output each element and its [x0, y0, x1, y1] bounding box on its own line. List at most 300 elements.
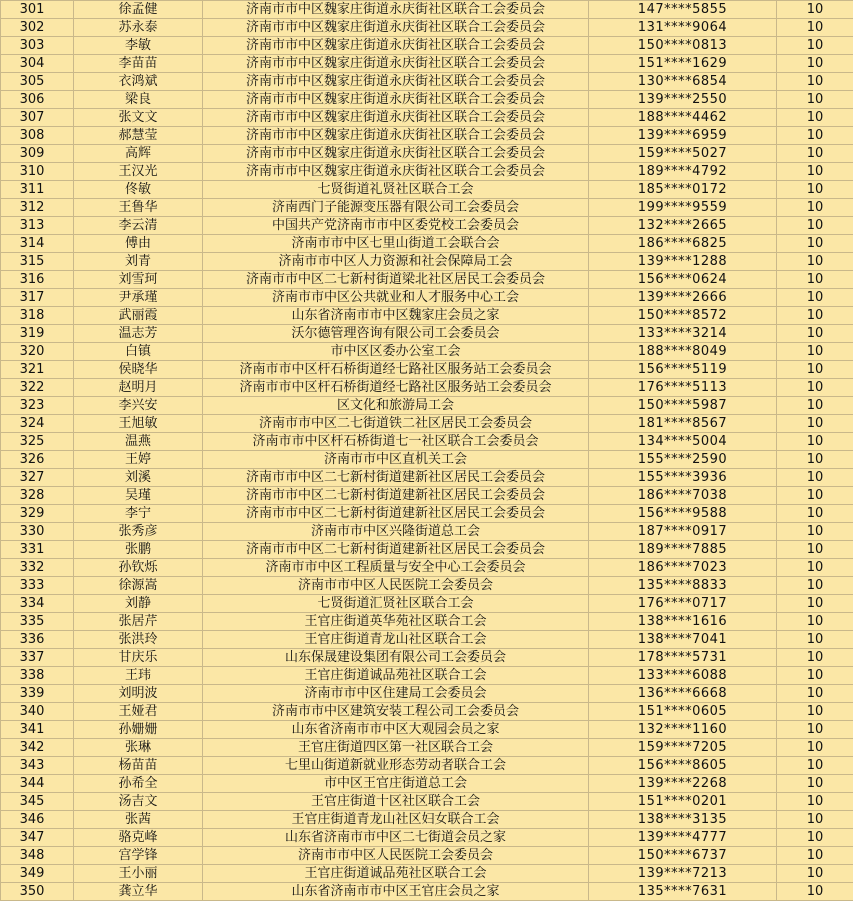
phone-cell: 186****7023 — [589, 559, 777, 577]
phone-cell: 151****0201 — [589, 793, 777, 811]
organization-cell: 济南市市中区人民医院工会委员会 — [203, 577, 589, 595]
organization-cell: 济南市市中区魏家庄街道永庆街社区联合工会委员会 — [203, 1, 589, 19]
organization-cell: 沃尔德管理咨询有限公司工会委员会 — [203, 325, 589, 343]
name-cell: 徐源嵩 — [74, 577, 203, 595]
row-number-cell: 345 — [1, 793, 74, 811]
organization-cell: 王官庄街道四区第一社区联合工会 — [203, 739, 589, 757]
table-row — [1, 757, 853, 775]
phone-cell: 156****0624 — [589, 271, 777, 289]
count-cell: 10 — [777, 73, 853, 91]
table-row — [1, 307, 853, 325]
phone-cell: 147****5855 — [589, 1, 777, 19]
phone-cell: 186****7038 — [589, 487, 777, 505]
phone-cell: 155****2590 — [589, 451, 777, 469]
count-cell: 10 — [777, 397, 853, 415]
row-number-cell: 306 — [1, 91, 74, 109]
phone-cell: 178****5731 — [589, 649, 777, 667]
count-cell: 10 — [777, 109, 853, 127]
name-cell: 王汉光 — [74, 163, 203, 181]
table-row — [1, 811, 853, 829]
row-number-cell: 320 — [1, 343, 74, 361]
phone-cell: 151****0605 — [589, 703, 777, 721]
row-number-cell: 324 — [1, 415, 74, 433]
organization-cell: 济南市市中区兴隆街道总工会 — [203, 523, 589, 541]
organization-cell: 济南市市中区魏家庄街道永庆街社区联合工会委员会 — [203, 127, 589, 145]
name-cell: 张茜 — [74, 811, 203, 829]
count-cell: 10 — [777, 865, 853, 883]
organization-cell: 区文化和旅游局工会 — [203, 397, 589, 415]
table-row — [1, 361, 853, 379]
table-row — [1, 649, 853, 667]
row-number-cell: 329 — [1, 505, 74, 523]
name-cell: 徐孟健 — [74, 1, 203, 19]
table-row — [1, 541, 853, 559]
count-cell: 10 — [777, 613, 853, 631]
table-row — [1, 523, 853, 541]
name-cell: 温燕 — [74, 433, 203, 451]
row-number-cell: 349 — [1, 865, 74, 883]
count-cell: 10 — [777, 181, 853, 199]
count-cell: 10 — [777, 19, 853, 37]
row-number-cell: 331 — [1, 541, 74, 559]
name-cell: 王旭敏 — [74, 415, 203, 433]
phone-cell: 189****4792 — [589, 163, 777, 181]
count-cell: 10 — [777, 577, 853, 595]
table-row — [1, 253, 853, 271]
organization-cell: 济南市市中区七里山街道工会联合会 — [203, 235, 589, 253]
organization-cell: 王官庄街道十区社区联合工会 — [203, 793, 589, 811]
phone-cell: 138****1616 — [589, 613, 777, 631]
count-cell: 10 — [777, 757, 853, 775]
row-number-cell: 305 — [1, 73, 74, 91]
count-cell: 10 — [777, 361, 853, 379]
row-number-cell: 338 — [1, 667, 74, 685]
row-number-cell: 344 — [1, 775, 74, 793]
organization-cell: 济南市市中区杆石桥街道七一社区联合工会委员会 — [203, 433, 589, 451]
count-cell: 10 — [777, 289, 853, 307]
organization-cell: 王官庄街道青龙山社区妇女联合工会 — [203, 811, 589, 829]
phone-cell: 133****3214 — [589, 325, 777, 343]
row-number-cell: 303 — [1, 37, 74, 55]
count-cell: 10 — [777, 649, 853, 667]
organization-cell: 济南市市中区魏家庄街道永庆街社区联合工会委员会 — [203, 145, 589, 163]
count-cell: 10 — [777, 1, 853, 19]
phone-cell: 159****7205 — [589, 739, 777, 757]
table-row — [1, 577, 853, 595]
organization-cell: 济南市市中区魏家庄街道永庆街社区联合工会委员会 — [203, 91, 589, 109]
table-row — [1, 271, 853, 289]
table-row — [1, 595, 853, 613]
table-row — [1, 703, 853, 721]
phone-cell: 185****0172 — [589, 181, 777, 199]
name-cell: 尹承瑾 — [74, 289, 203, 307]
row-number-cell: 318 — [1, 307, 74, 325]
table-row — [1, 325, 853, 343]
phone-cell: 176****0717 — [589, 595, 777, 613]
organization-cell: 市中区区委办公室工会 — [203, 343, 589, 361]
row-number-cell: 332 — [1, 559, 74, 577]
table-row — [1, 199, 853, 217]
organization-cell: 中国共产党济南市市中区委党校工会委员会 — [203, 217, 589, 235]
phone-cell: 138****3135 — [589, 811, 777, 829]
organization-cell: 济南市市中区杆石桥街道经七路社区服务站工会委员会 — [203, 361, 589, 379]
row-number-cell: 310 — [1, 163, 74, 181]
row-number-cell: 304 — [1, 55, 74, 73]
row-number-cell: 314 — [1, 235, 74, 253]
phone-cell: 150****8572 — [589, 307, 777, 325]
count-cell: 10 — [777, 55, 853, 73]
organization-cell: 七贤街道礼贤社区联合工会 — [203, 181, 589, 199]
organization-cell: 山东省济南市市中区大观园会员之家 — [203, 721, 589, 739]
organization-cell: 济南市市中区二七新村街道建新社区居民工会委员会 — [203, 541, 589, 559]
count-cell: 10 — [777, 541, 853, 559]
count-cell: 10 — [777, 883, 853, 901]
organization-cell: 济南市市中区魏家庄街道永庆街社区联合工会委员会 — [203, 109, 589, 127]
count-cell: 10 — [777, 145, 853, 163]
organization-cell: 济南市市中区杆石桥街道经七路社区服务站工会委员会 — [203, 379, 589, 397]
count-cell: 10 — [777, 217, 853, 235]
phone-cell: 132****2665 — [589, 217, 777, 235]
organization-cell: 七里山街道新就业形态劳动者联合工会 — [203, 757, 589, 775]
table-body — [1, 1, 853, 901]
organization-cell: 山东省济南市市中区王官庄会员之家 — [203, 883, 589, 901]
name-cell: 龚立华 — [74, 883, 203, 901]
name-cell: 刘溪 — [74, 469, 203, 487]
row-number-cell: 327 — [1, 469, 74, 487]
table-row — [1, 37, 853, 55]
organization-cell: 山东保晟建设集团有限公司工会委员会 — [203, 649, 589, 667]
table-row — [1, 883, 853, 901]
organization-cell: 山东省济南市市中区二七街道会员之家 — [203, 829, 589, 847]
phone-cell: 188****4462 — [589, 109, 777, 127]
phone-cell: 150****0813 — [589, 37, 777, 55]
name-cell: 骆克峰 — [74, 829, 203, 847]
name-cell: 王鲁华 — [74, 199, 203, 217]
table-row — [1, 865, 853, 883]
count-cell: 10 — [777, 721, 853, 739]
row-number-cell: 302 — [1, 19, 74, 37]
name-cell: 王婷 — [74, 451, 203, 469]
table-row — [1, 235, 853, 253]
count-cell: 10 — [777, 523, 853, 541]
row-number-cell: 308 — [1, 127, 74, 145]
row-number-cell: 321 — [1, 361, 74, 379]
name-cell: 侯晓华 — [74, 361, 203, 379]
phone-cell: 131****9064 — [589, 19, 777, 37]
organization-cell: 济南市市中区人力资源和社会保障局工会 — [203, 253, 589, 271]
row-number-cell: 337 — [1, 649, 74, 667]
table-row — [1, 343, 853, 361]
name-cell: 吴瑾 — [74, 487, 203, 505]
count-cell: 10 — [777, 469, 853, 487]
organization-cell: 济南市市中区二七街道铁二社区居民工会委员会 — [203, 415, 589, 433]
table-row — [1, 775, 853, 793]
organization-cell: 济南市市中区魏家庄街道永庆街社区联合工会委员会 — [203, 55, 589, 73]
table-row — [1, 181, 853, 199]
count-cell: 10 — [777, 343, 853, 361]
count-cell: 10 — [777, 415, 853, 433]
phone-cell: 139****2666 — [589, 289, 777, 307]
table-row — [1, 631, 853, 649]
name-cell: 张居芹 — [74, 613, 203, 631]
count-cell: 10 — [777, 325, 853, 343]
name-cell: 苏永泰 — [74, 19, 203, 37]
row-number-cell: 341 — [1, 721, 74, 739]
table-row — [1, 433, 853, 451]
name-cell: 王玮 — [74, 667, 203, 685]
count-cell: 10 — [777, 487, 853, 505]
name-cell: 张秀彦 — [74, 523, 203, 541]
organization-cell: 济南市市中区直机关工会 — [203, 451, 589, 469]
name-cell: 武丽霞 — [74, 307, 203, 325]
name-cell: 李苗苗 — [74, 55, 203, 73]
table-row — [1, 793, 853, 811]
name-cell: 甘庆乐 — [74, 649, 203, 667]
name-cell: 孙钦烁 — [74, 559, 203, 577]
name-cell: 傅由 — [74, 235, 203, 253]
phone-cell: 138****7041 — [589, 631, 777, 649]
organization-cell: 济南市市中区魏家庄街道永庆街社区联合工会委员会 — [203, 37, 589, 55]
organization-cell: 济南市市中区二七新村街道建新社区居民工会委员会 — [203, 505, 589, 523]
name-cell: 郝慧莹 — [74, 127, 203, 145]
row-number-cell: 350 — [1, 883, 74, 901]
table-row — [1, 451, 853, 469]
count-cell: 10 — [777, 199, 853, 217]
table-row — [1, 415, 853, 433]
count-cell: 10 — [777, 271, 853, 289]
name-cell: 汤吉文 — [74, 793, 203, 811]
name-cell: 梁良 — [74, 91, 203, 109]
table-row — [1, 109, 853, 127]
count-cell: 10 — [777, 829, 853, 847]
table-row — [1, 1, 853, 19]
row-number-cell: 330 — [1, 523, 74, 541]
row-number-cell: 339 — [1, 685, 74, 703]
row-number-cell: 323 — [1, 397, 74, 415]
row-number-cell: 326 — [1, 451, 74, 469]
count-cell: 10 — [777, 253, 853, 271]
organization-cell: 济南市市中区魏家庄街道永庆街社区联合工会委员会 — [203, 163, 589, 181]
row-number-cell: 342 — [1, 739, 74, 757]
phone-cell: 133****6088 — [589, 667, 777, 685]
organization-cell: 王官庄街道青龙山社区联合工会 — [203, 631, 589, 649]
count-cell: 10 — [777, 739, 853, 757]
count-cell: 10 — [777, 559, 853, 577]
organization-cell: 七贤街道汇贤社区联合工会 — [203, 595, 589, 613]
name-cell: 白镇 — [74, 343, 203, 361]
table-row — [1, 505, 853, 523]
table-row — [1, 55, 853, 73]
row-number-cell: 311 — [1, 181, 74, 199]
phone-cell: 139****2268 — [589, 775, 777, 793]
name-cell: 王娅君 — [74, 703, 203, 721]
name-cell: 赵明月 — [74, 379, 203, 397]
phone-cell: 159****5027 — [589, 145, 777, 163]
table-row — [1, 721, 853, 739]
count-cell: 10 — [777, 793, 853, 811]
phone-cell: 155****3936 — [589, 469, 777, 487]
count-cell: 10 — [777, 775, 853, 793]
count-cell: 10 — [777, 307, 853, 325]
name-cell: 温志芳 — [74, 325, 203, 343]
table-row — [1, 127, 853, 145]
phone-cell: 139****7213 — [589, 865, 777, 883]
row-number-cell: 312 — [1, 199, 74, 217]
organization-cell: 王官庄街道诚品苑社区联合工会 — [203, 865, 589, 883]
table-row — [1, 847, 853, 865]
organization-cell: 山东省济南市市中区魏家庄会员之家 — [203, 307, 589, 325]
phone-cell: 150****5987 — [589, 397, 777, 415]
name-cell: 刘静 — [74, 595, 203, 613]
row-number-cell: 348 — [1, 847, 74, 865]
table-row — [1, 685, 853, 703]
row-number-cell: 319 — [1, 325, 74, 343]
table-row — [1, 217, 853, 235]
name-cell: 王小丽 — [74, 865, 203, 883]
count-cell: 10 — [777, 811, 853, 829]
count-cell: 10 — [777, 235, 853, 253]
row-number-cell: 316 — [1, 271, 74, 289]
phone-cell: 156****9588 — [589, 505, 777, 523]
organization-cell: 济南市市中区住建局工会委员会 — [203, 685, 589, 703]
table-row — [1, 667, 853, 685]
row-number-cell: 334 — [1, 595, 74, 613]
name-cell: 孙希全 — [74, 775, 203, 793]
phone-cell: 156****8605 — [589, 757, 777, 775]
row-number-cell: 317 — [1, 289, 74, 307]
phone-cell: 134****5004 — [589, 433, 777, 451]
organization-cell: 济南市市中区公共就业和人才服务中心工会 — [203, 289, 589, 307]
count-cell: 10 — [777, 91, 853, 109]
row-number-cell: 347 — [1, 829, 74, 847]
count-cell: 10 — [777, 379, 853, 397]
count-cell: 10 — [777, 37, 853, 55]
name-cell: 李宁 — [74, 505, 203, 523]
table-row — [1, 487, 853, 505]
phone-cell: 135****7631 — [589, 883, 777, 901]
phone-cell: 199****9559 — [589, 199, 777, 217]
phone-cell: 130****6854 — [589, 73, 777, 91]
organization-cell: 济南市市中区二七新村街道建新社区居民工会委员会 — [203, 487, 589, 505]
phone-cell: 186****6825 — [589, 235, 777, 253]
organization-cell: 济南市市中区二七新村街道建新社区居民工会委员会 — [203, 469, 589, 487]
table-row — [1, 613, 853, 631]
row-number-cell: 328 — [1, 487, 74, 505]
phone-cell: 135****8833 — [589, 577, 777, 595]
organization-cell: 济南市市中区工程质量与安全中心工会委员会 — [203, 559, 589, 577]
count-cell: 10 — [777, 127, 853, 145]
table-row — [1, 73, 853, 91]
name-cell: 孙姗姗 — [74, 721, 203, 739]
phone-cell: 187****0917 — [589, 523, 777, 541]
name-cell: 刘雪珂 — [74, 271, 203, 289]
name-cell: 张洪玲 — [74, 631, 203, 649]
phone-cell: 139****1288 — [589, 253, 777, 271]
table-row — [1, 163, 853, 181]
table-row — [1, 379, 853, 397]
row-number-cell: 307 — [1, 109, 74, 127]
organization-cell: 济南西门子能源变压器有限公司工会委员会 — [203, 199, 589, 217]
row-number-cell: 346 — [1, 811, 74, 829]
count-cell: 10 — [777, 505, 853, 523]
organization-cell: 济南市市中区二七新村街道梁北社区居民工会委员会 — [203, 271, 589, 289]
row-number-cell: 336 — [1, 631, 74, 649]
count-cell: 10 — [777, 433, 853, 451]
table-row — [1, 829, 853, 847]
name-cell: 张琳 — [74, 739, 203, 757]
name-cell: 李兴安 — [74, 397, 203, 415]
organization-cell: 济南市市中区建筑安装工程公司工会委员会 — [203, 703, 589, 721]
table-row — [1, 469, 853, 487]
table-row — [1, 739, 853, 757]
count-cell: 10 — [777, 847, 853, 865]
phone-cell: 139****4777 — [589, 829, 777, 847]
phone-cell: 136****6668 — [589, 685, 777, 703]
phone-cell: 176****5113 — [589, 379, 777, 397]
row-number-cell: 340 — [1, 703, 74, 721]
phone-cell: 139****2550 — [589, 91, 777, 109]
table-row — [1, 145, 853, 163]
count-cell: 10 — [777, 685, 853, 703]
count-cell: 10 — [777, 163, 853, 181]
organization-cell: 济南市市中区魏家庄街道永庆街社区联合工会委员会 — [203, 19, 589, 37]
name-cell: 刘青 — [74, 253, 203, 271]
count-cell: 10 — [777, 451, 853, 469]
count-cell: 10 — [777, 595, 853, 613]
row-number-cell: 343 — [1, 757, 74, 775]
name-cell: 李云清 — [74, 217, 203, 235]
name-cell: 宫学锋 — [74, 847, 203, 865]
row-number-cell: 322 — [1, 379, 74, 397]
phone-cell: 132****1160 — [589, 721, 777, 739]
organization-cell: 济南市市中区魏家庄街道永庆街社区联合工会委员会 — [203, 73, 589, 91]
phone-cell: 150****6737 — [589, 847, 777, 865]
organization-cell: 济南市市中区人民医院工会委员会 — [203, 847, 589, 865]
name-cell: 佟敏 — [74, 181, 203, 199]
name-cell: 衣鸿斌 — [74, 73, 203, 91]
row-number-cell: 309 — [1, 145, 74, 163]
row-number-cell: 333 — [1, 577, 74, 595]
phone-cell: 181****8567 — [589, 415, 777, 433]
count-cell: 10 — [777, 631, 853, 649]
row-number-cell: 325 — [1, 433, 74, 451]
organization-cell: 王官庄街道诚品苑社区联合工会 — [203, 667, 589, 685]
table-row — [1, 91, 853, 109]
count-cell: 10 — [777, 667, 853, 685]
name-cell: 李敏 — [74, 37, 203, 55]
phone-cell: 151****1629 — [589, 55, 777, 73]
table-row — [1, 397, 853, 415]
organization-cell: 市中区王官庄街道总工会 — [203, 775, 589, 793]
table-row — [1, 19, 853, 37]
phone-cell: 188****8049 — [589, 343, 777, 361]
row-number-cell: 313 — [1, 217, 74, 235]
row-number-cell: 315 — [1, 253, 74, 271]
name-cell: 张鹏 — [74, 541, 203, 559]
name-cell: 张文文 — [74, 109, 203, 127]
table-row — [1, 559, 853, 577]
count-cell: 10 — [777, 703, 853, 721]
phone-cell: 189****7885 — [589, 541, 777, 559]
organization-cell: 王官庄街道英华苑社区联合工会 — [203, 613, 589, 631]
row-number-cell: 301 — [1, 1, 74, 19]
phone-cell: 156****5119 — [589, 361, 777, 379]
table-row — [1, 289, 853, 307]
name-cell: 杨苗苗 — [74, 757, 203, 775]
name-cell: 高辉 — [74, 145, 203, 163]
row-number-cell: 335 — [1, 613, 74, 631]
phone-cell: 139****6959 — [589, 127, 777, 145]
